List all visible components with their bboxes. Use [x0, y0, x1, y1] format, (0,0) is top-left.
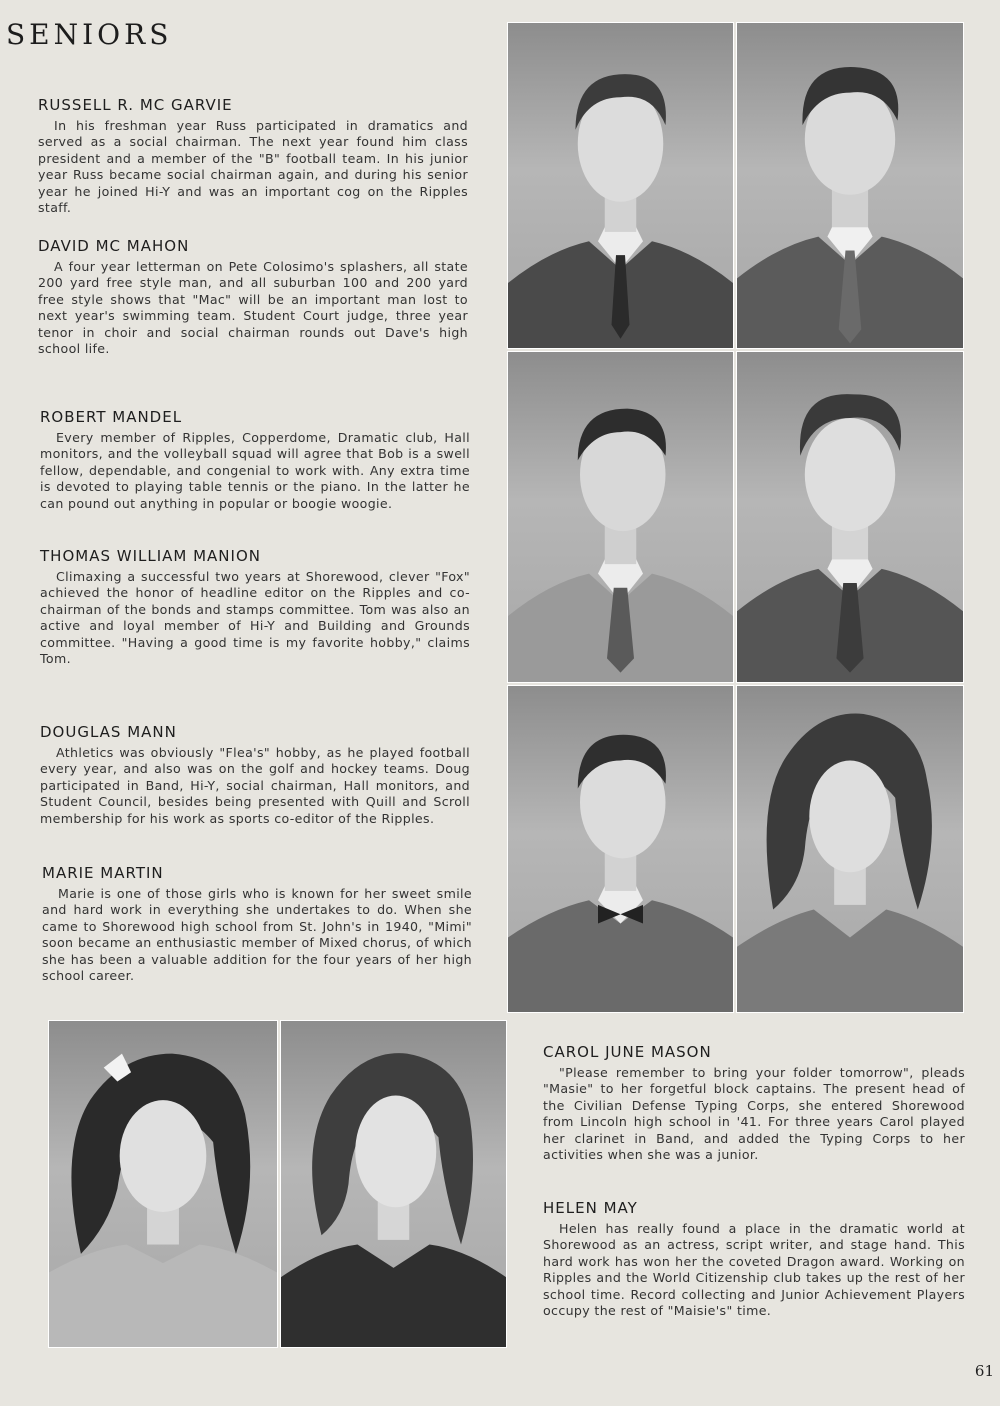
senior-entry-mcgarvie: [38, 96, 468, 216]
portrait-photo-mcgarvie: [507, 22, 734, 349]
senior-entry-mandel: [40, 408, 470, 512]
senior-name: DOUGLAS MANN: [40, 723, 177, 741]
senior-name: DAVID MC MAHON: [38, 237, 190, 255]
portrait-photo-mann: [507, 685, 734, 1013]
senior-bio: Helen has really found a place in the dramatic world at Shorewood as an actress, script writer, and stage hand. This hard work has won her the coveted Dragon award. Working on Ripples and the World Citizenship club takes up the rest of her school time. Record collecting and Junior Achievement Players occupy the rest of "Maisie's" time.: [543, 1221, 965, 1319]
portrait-silhouette: [737, 352, 963, 682]
senior-entry-mason: [543, 1043, 965, 1163]
portrait-silhouette: [508, 23, 733, 348]
page-number: 61: [974, 1362, 994, 1380]
portrait-photo-mcmahon: [736, 22, 964, 349]
senior-bio: Climaxing a successful two years at Shorewood, clever "Fox" achieved the honor of headline editor on the Ripples and co-chairman of the bonds and stamps committee. Tom was also an active and loyal member of Hi-Y and Building and Grounds committee. "Having a good time is my favorite hobby," claims Tom.: [40, 569, 470, 667]
portrait-silhouette: [508, 686, 733, 1012]
senior-name: RUSSELL R. MC GARVIE: [38, 96, 233, 114]
portrait-silhouette: [508, 352, 733, 682]
portrait-silhouette: [281, 1021, 506, 1347]
senior-entry-mcmahon: [38, 237, 468, 357]
page-title: SENIORS: [6, 18, 173, 51]
senior-entry-manion: [40, 547, 470, 667]
senior-entry-martin: [42, 864, 472, 984]
senior-bio: In his freshman year Russ participated in dramatics and served as a social chairman. The next year found him class president and a member of the "B" football team. In his junior year Russ became social chairman again, and during his senior year he joined Hi-Y and was an important cog on the Ripples staff.: [38, 118, 468, 216]
portrait-photo-may: [280, 1020, 507, 1348]
senior-bio: A four year letterman on Pete Colosimo's splashers, all state 200 yard free style man, and all suburban 100 and 200 yard free style shows that "Mac" will be an important man lost to next year's swimming team. Student Court judge, three year tenor in choir and social chairman rounds out Dave's high school life.: [38, 259, 468, 357]
senior-name: ROBERT MANDEL: [40, 408, 183, 426]
senior-name: THOMAS WILLIAM MANION: [40, 547, 261, 565]
portrait-silhouette: [49, 1021, 277, 1347]
portrait-photo-manion: [736, 351, 964, 683]
senior-name: MARIE MARTIN: [42, 864, 164, 882]
senior-bio: "Please remember to bring your folder tomorrow", pleads "Masie" to her forgetful block captains. The present head of the Civilian Defense Typing Corps, she entered Shorewood from Lincoln high school in '41. For three years Carol played her clarinet in Band, and added the Typing Corps to her activities when she was a junior.: [543, 1065, 965, 1163]
portrait-photo-mason: [48, 1020, 278, 1348]
portrait-photo-martin: [736, 685, 964, 1013]
portrait-silhouette: [737, 686, 963, 1012]
portrait-photo-mandel: [507, 351, 734, 683]
senior-bio: Athletics was obviously "Flea's" hobby, as he played football every year, and also was on the golf and hockey teams. Doug participated in Band, Hi-Y, social chairman, Hall monitors, and Student Council, besides being presented with Quill and Scroll membership for his work as sports co-editor of the Ripples.: [40, 745, 470, 826]
senior-bio: Every member of Ripples, Copperdome, Dramatic club, Hall monitors, and the volleyball squad will agree that Bob is a swell fellow, dependable, and congenial to work with. Any extra time is devoted to playing table tennis or the piano. In the latter he can pound out anything in popular or boogie woogie.: [40, 430, 470, 511]
senior-name: CAROL JUNE MASON: [543, 1043, 712, 1061]
portrait-silhouette: [737, 23, 963, 348]
senior-name: HELEN MAY: [543, 1199, 638, 1217]
senior-entry-may: [543, 1199, 965, 1319]
senior-entry-mann: [40, 723, 470, 827]
senior-bio: Marie is one of those girls who is known for her sweet smile and hard work in everything she undertakes to do. When she came to Shorewood high school from St. John's in 1940, "Mimi" soon became an enthusiastic member of Mixed chorus, of which she has been a valuable addition for the four years of her high school career.: [42, 886, 472, 984]
